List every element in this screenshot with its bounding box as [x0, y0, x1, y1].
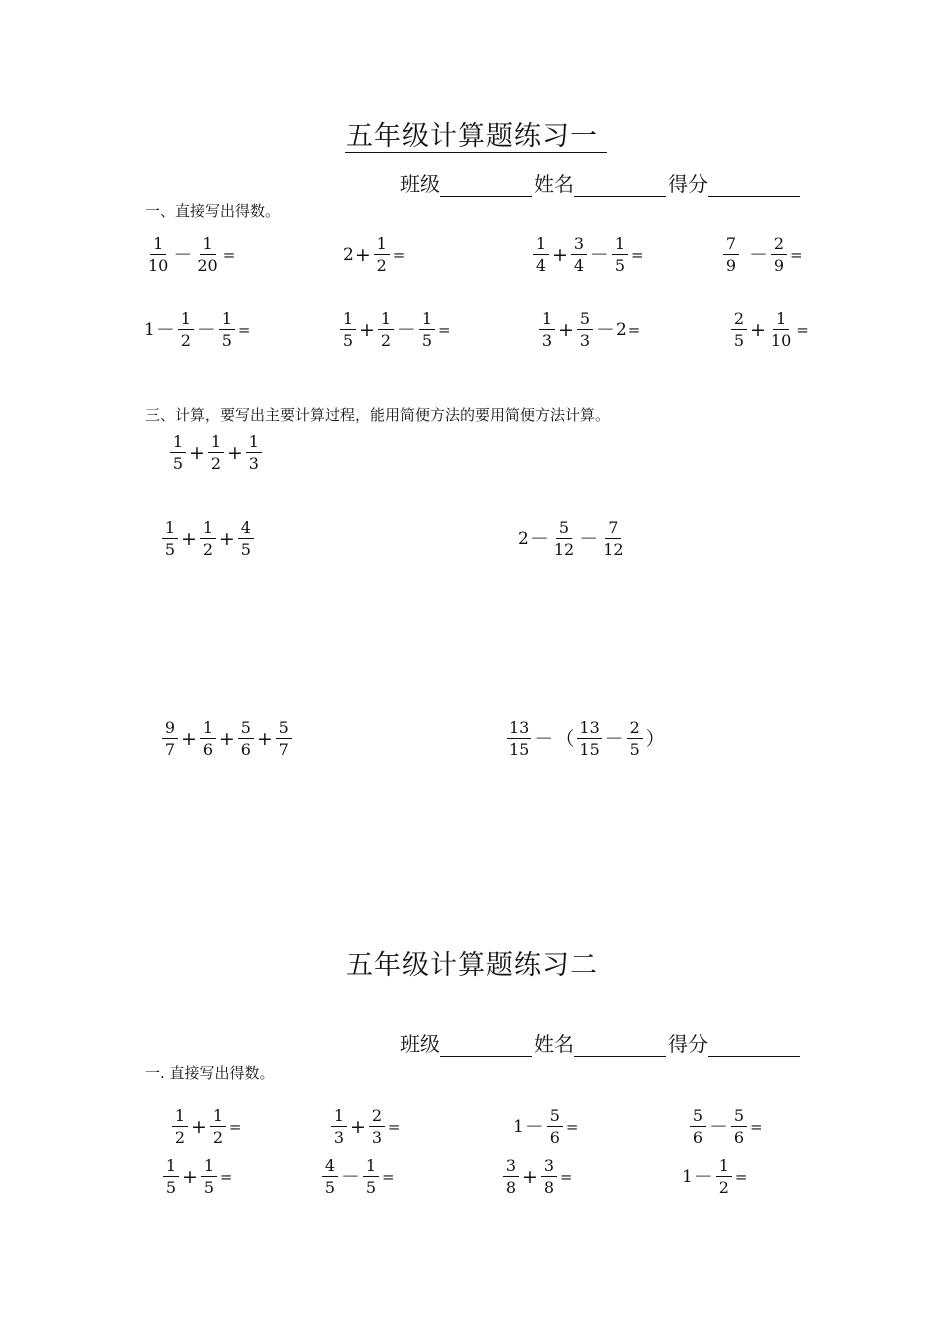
numerator: 1 [363, 1158, 379, 1177]
equals-sign: = [228, 1117, 242, 1136]
name-label: 姓名 [534, 1032, 574, 1056]
equals-sign: = [382, 1167, 395, 1186]
fraction [769, 311, 793, 349]
equals-sign: = [437, 320, 451, 339]
fraction [208, 434, 224, 472]
plus-sign: + [191, 1115, 207, 1138]
problem [161, 1158, 233, 1196]
fraction [200, 720, 216, 758]
numerator: 2 [627, 720, 643, 739]
equals-sign: = [392, 245, 406, 264]
fraction [541, 1158, 557, 1196]
numerator: 1 [612, 236, 628, 255]
plus-sign: + [181, 727, 197, 750]
numerator: 13 [579, 718, 600, 737]
numerator: 1 [170, 434, 186, 453]
right-paren: ） [645, 727, 665, 750]
numerator: 1 [773, 311, 789, 330]
equals-sign: = [750, 1117, 763, 1136]
numerator: 7 [605, 520, 621, 539]
plus-sign: + [189, 441, 205, 464]
denominator: 6 [692, 1128, 704, 1147]
denominator: 5 [203, 1178, 215, 1197]
numerator: 1 [716, 1158, 732, 1177]
denominator: 5 [421, 331, 433, 350]
class-blank[interactable] [440, 1038, 532, 1057]
numerator: 4 [238, 520, 254, 539]
student-info-row [400, 168, 802, 197]
fraction [690, 1108, 706, 1146]
denominator: 6 [549, 1128, 560, 1147]
problem [729, 311, 809, 349]
denominator: 8 [543, 1178, 555, 1197]
plus-sign: + [350, 1115, 366, 1138]
denominator: 2 [718, 1178, 729, 1197]
fraction [571, 236, 587, 274]
fraction [276, 720, 292, 758]
equals-sign: = [559, 1167, 573, 1186]
numerator: 1 [208, 434, 224, 453]
denominator: 6 [202, 740, 214, 759]
equals-sign: = [219, 1167, 233, 1186]
fraction [170, 434, 186, 472]
numerator: 9 [162, 720, 178, 739]
fraction [210, 1108, 226, 1146]
problem [518, 520, 628, 558]
equals-sign: = [790, 245, 803, 264]
whole-number: 2 [615, 319, 627, 340]
fraction [238, 520, 254, 558]
score-label: 得分 [668, 1032, 708, 1056]
student-info-row [400, 1028, 802, 1057]
denominator: 2 [380, 331, 392, 350]
problem [338, 311, 451, 349]
class-label: 班级 [400, 172, 440, 196]
denominator: 15 [509, 740, 530, 759]
numerator: 1 [200, 520, 216, 539]
fraction [219, 311, 235, 349]
fraction [322, 1158, 338, 1196]
problem [721, 236, 803, 274]
denominator: 5 [164, 540, 176, 559]
denominator: 9 [773, 256, 785, 275]
fraction [577, 720, 601, 758]
plus-sign: + [359, 318, 375, 341]
minus-sign: － [524, 1115, 544, 1138]
fraction [162, 520, 178, 558]
problem [160, 520, 256, 558]
minus-sign: － [749, 243, 769, 266]
fraction [146, 236, 170, 274]
plus-sign: + [218, 727, 235, 750]
plus-sign: + [182, 1165, 198, 1188]
numerator: 1 [419, 311, 435, 330]
plus-sign: + [226, 441, 243, 464]
minus-sign: － [534, 727, 554, 750]
equals-sign: = [565, 1117, 579, 1136]
equals-sign: = [387, 1117, 401, 1136]
numerator: 1 [200, 236, 216, 255]
minus-sign: － [709, 1115, 729, 1138]
equals-sign: = [237, 320, 251, 339]
score-blank[interactable] [708, 178, 800, 197]
class-blank[interactable] [440, 178, 532, 197]
minus-sign: － [196, 318, 216, 341]
name-label: 姓名 [534, 172, 574, 196]
fraction [612, 236, 628, 274]
problem [513, 1108, 578, 1146]
numerator: 4 [322, 1158, 338, 1177]
problem [343, 236, 405, 274]
numerator: 3 [503, 1158, 519, 1177]
problem [320, 1158, 395, 1196]
numerator: 5 [276, 720, 292, 739]
numerator: 13 [509, 718, 530, 737]
fraction [374, 236, 390, 274]
score-blank[interactable] [708, 1038, 800, 1057]
problem [144, 311, 250, 349]
numerator: 1 [539, 311, 555, 330]
fraction [369, 1108, 385, 1146]
numerator: 5 [690, 1108, 706, 1127]
problem [505, 720, 666, 758]
fraction [419, 311, 435, 349]
equals-sign: = [734, 1167, 748, 1186]
minus-sign: － [604, 727, 624, 750]
numerator: 2 [771, 236, 787, 255]
numerator: 3 [571, 236, 587, 255]
denominator: 15 [579, 740, 600, 759]
problem [682, 1158, 747, 1196]
fraction [331, 1108, 347, 1146]
plus-sign: + [354, 243, 371, 266]
fraction [601, 520, 625, 558]
fraction [195, 236, 219, 274]
problem [168, 434, 264, 472]
fraction [201, 1158, 217, 1196]
minus-sign: － [693, 1165, 713, 1188]
minus-sign: － [396, 318, 416, 341]
whole-number: 1 [513, 1116, 524, 1137]
fraction [552, 520, 576, 558]
denominator: 3 [541, 331, 553, 350]
plus-sign: + [181, 527, 197, 550]
fraction [162, 720, 178, 758]
page-title: 五年级计算题练习一 [346, 121, 598, 152]
plus-sign: + [522, 1165, 538, 1188]
denominator: 4 [535, 256, 547, 275]
name-blank[interactable] [574, 178, 666, 197]
denominator: 2 [174, 1128, 186, 1147]
plus-sign: + [218, 527, 235, 550]
class-label: 班级 [400, 1032, 440, 1056]
problem [144, 236, 235, 274]
denominator: 10 [770, 331, 792, 350]
numerator: 1 [172, 1108, 188, 1127]
fraction [577, 311, 593, 349]
numerator: 1 [246, 434, 262, 453]
section-heading: 一. 直接写出得数。 [145, 1064, 275, 1082]
fraction [539, 311, 555, 349]
denominator: 5 [342, 331, 354, 350]
whole-number: 1 [682, 1166, 693, 1187]
denominator: 3 [579, 331, 591, 350]
fraction [163, 1158, 179, 1196]
numerator: 5 [577, 311, 593, 330]
fraction [771, 236, 787, 274]
denominator: 5 [221, 331, 232, 350]
numerator: 5 [731, 1108, 747, 1127]
numerator: 5 [238, 720, 254, 739]
fraction [172, 1108, 188, 1146]
denominator: 5 [324, 1178, 336, 1197]
minus-sign: － [155, 318, 175, 341]
minus-sign: － [589, 243, 609, 266]
numerator: 1 [201, 1158, 217, 1177]
denominator: 5 [172, 454, 184, 473]
numerator: 1 [533, 236, 549, 255]
denominator: 3 [371, 1128, 383, 1147]
fraction [731, 1108, 747, 1146]
whole-number: 2 [518, 528, 529, 549]
minus-sign: － [595, 318, 615, 341]
score-label: 得分 [668, 172, 708, 196]
numerator: 1 [200, 720, 216, 739]
denominator: 12 [553, 540, 575, 559]
fraction [363, 1158, 379, 1196]
numerator: 1 [210, 1108, 226, 1127]
denominator: 8 [505, 1178, 517, 1197]
denominator: 7 [278, 740, 289, 759]
numerator: 1 [331, 1108, 347, 1127]
minus-sign: － [579, 527, 599, 550]
equals-sign: = [627, 320, 641, 339]
denominator: 5 [733, 331, 745, 350]
minus-sign: － [173, 243, 193, 266]
minus-sign: － [529, 527, 549, 550]
numerator: 1 [374, 236, 390, 255]
numerator: 7 [723, 236, 739, 255]
minus-sign: － [341, 1165, 361, 1188]
fraction [246, 434, 262, 472]
plus-sign: + [558, 318, 574, 341]
denominator: 2 [376, 256, 387, 275]
numerator: 1 [150, 236, 166, 255]
numerator: 2 [369, 1108, 385, 1127]
problem [501, 1158, 573, 1196]
fraction [378, 311, 394, 349]
section-heading: 三、计算，要写出主要计算过程，能用简便方法的要用简便方法计算。 [145, 406, 611, 424]
fraction [723, 236, 739, 274]
numerator: 1 [219, 311, 235, 330]
whole-number: 1 [144, 319, 155, 340]
numerator: 2 [731, 311, 747, 330]
fraction [547, 1108, 563, 1146]
denominator: 5 [240, 540, 251, 559]
fraction [178, 311, 194, 349]
equals-sign: = [222, 245, 236, 264]
fraction [340, 311, 356, 349]
fraction [503, 1158, 519, 1196]
fraction [716, 1158, 732, 1196]
denominator: 2 [202, 540, 214, 559]
section-heading: 一、直接写出得数。 [145, 202, 281, 220]
fraction [533, 236, 549, 274]
plus-sign: + [552, 243, 568, 266]
plus-sign: + [256, 727, 273, 750]
plus-sign: + [750, 318, 766, 341]
denominator: 12 [603, 540, 624, 559]
denominator: 6 [733, 1128, 745, 1147]
name-blank[interactable] [574, 1038, 666, 1057]
title-underline [345, 152, 607, 153]
fraction [627, 720, 643, 758]
denominator: 9 [725, 256, 737, 275]
problem [160, 720, 294, 758]
fraction [507, 720, 531, 758]
denominator: 5 [629, 740, 640, 759]
problem [329, 1108, 401, 1146]
fraction [731, 311, 747, 349]
denominator: 5 [365, 1178, 377, 1197]
denominator: 2 [212, 1128, 224, 1147]
denominator: 4 [573, 256, 585, 275]
denominator: 10 [148, 256, 169, 275]
numerator: 1 [162, 520, 178, 539]
problem [531, 236, 644, 274]
equals-sign: = [796, 320, 809, 339]
numerator: 1 [178, 311, 194, 330]
denominator: 6 [240, 740, 251, 759]
left-paren: （ [555, 727, 575, 750]
numerator: 1 [378, 311, 394, 330]
equals-sign: = [630, 245, 644, 264]
whole-number: 2 [343, 244, 354, 265]
denominator: 7 [164, 740, 176, 759]
fraction [200, 520, 216, 558]
numerator: 3 [541, 1158, 557, 1177]
fraction [238, 720, 254, 758]
page-title: 五年级计算题练习二 [346, 950, 598, 981]
problem [170, 1108, 242, 1146]
problem [688, 1108, 763, 1146]
numerator: 1 [163, 1158, 179, 1177]
problem [537, 311, 640, 349]
denominator: 20 [197, 256, 218, 275]
numerator: 5 [556, 520, 572, 539]
denominator: 5 [165, 1178, 177, 1197]
denominator: 2 [180, 331, 191, 350]
numerator: 5 [547, 1108, 563, 1127]
numerator: 1 [340, 311, 356, 330]
denominator: 2 [210, 454, 222, 473]
denominator: 3 [333, 1128, 345, 1147]
denominator: 5 [614, 256, 626, 275]
denominator: 3 [248, 454, 259, 473]
